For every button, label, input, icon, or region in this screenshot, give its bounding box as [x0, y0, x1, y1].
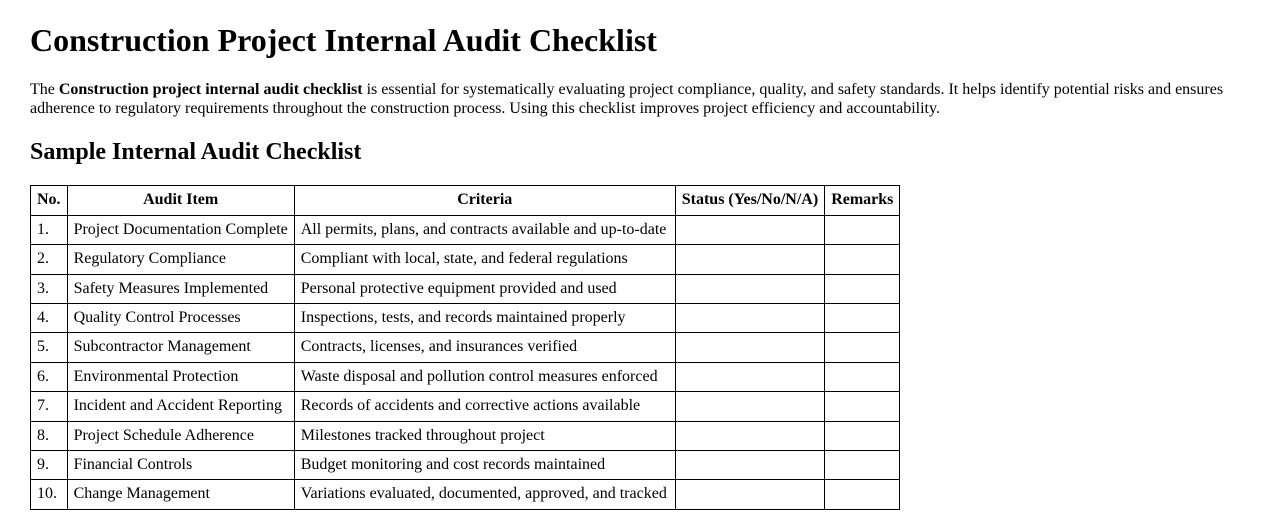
table-row — [31, 303, 900, 332]
audit-item-cell: Project Schedule Adherence — [67, 421, 294, 450]
row-number-cell: 7. — [31, 392, 68, 421]
remarks-cell — [825, 274, 900, 303]
table-row — [31, 450, 900, 479]
status-cell — [675, 245, 824, 274]
audit-checklist-table — [30, 185, 900, 509]
table-row — [31, 245, 900, 274]
audit-item-cell: Financial Controls — [67, 450, 294, 479]
status-cell — [675, 362, 824, 391]
criteria-cell: All permits, plans, and contracts available and up-to-date — [294, 215, 675, 244]
row-number-cell: 3. — [31, 274, 68, 303]
column-header-criteria: Criteria — [294, 186, 675, 215]
remarks-cell — [825, 392, 900, 421]
remarks-cell — [825, 245, 900, 274]
remarks-cell — [825, 421, 900, 450]
column-header-status: Status (Yes/No/N/A) — [675, 186, 824, 215]
intro-text-prefix: The — [30, 80, 59, 98]
column-header-no: No. — [31, 186, 68, 215]
table-row — [31, 480, 900, 509]
row-number-cell: 8. — [31, 421, 68, 450]
status-cell — [675, 333, 824, 362]
column-header-remarks: Remarks — [825, 186, 900, 215]
row-number-cell: 10. — [31, 480, 68, 509]
column-header-item: Audit Item — [67, 186, 294, 215]
intro-text-bold: Construction project internal audit checklist — [58, 80, 363, 98]
criteria-cell: Records of accidents and corrective actions available — [294, 392, 675, 421]
criteria-cell: Personal protective equipment provided and used — [294, 274, 675, 303]
audit-item-cell: Regulatory Compliance — [67, 245, 294, 274]
row-number-cell: 5. — [31, 333, 68, 362]
criteria-cell: Variations evaluated, documented, approved, and tracked — [294, 480, 675, 509]
remarks-cell — [825, 450, 900, 479]
status-cell — [675, 480, 824, 509]
table-row — [31, 274, 900, 303]
criteria-cell: Waste disposal and pollution control measures enforced — [294, 362, 675, 391]
table-row — [31, 333, 900, 362]
audit-item-cell: Subcontractor Management — [67, 333, 294, 362]
criteria-cell: Milestones tracked throughout project — [294, 421, 675, 450]
table-row — [31, 215, 900, 244]
row-number-cell: 2. — [31, 245, 68, 274]
criteria-cell: Compliant with local, state, and federal regulations — [294, 245, 675, 274]
status-cell — [675, 421, 824, 450]
audit-item-cell: Change Management — [67, 480, 294, 509]
table-header-row — [31, 186, 900, 215]
row-number-cell: 4. — [31, 303, 68, 332]
remarks-cell — [825, 333, 900, 362]
audit-item-cell: Safety Measures Implemented — [67, 274, 294, 303]
table-row — [31, 392, 900, 421]
row-number-cell: 9. — [31, 450, 68, 479]
remarks-cell — [825, 362, 900, 391]
audit-item-cell: Environmental Protection — [67, 362, 294, 391]
audit-item-cell: Quality Control Processes — [67, 303, 294, 332]
remarks-cell — [825, 215, 900, 244]
audit-item-cell: Project Documentation Complete — [67, 215, 294, 244]
criteria-cell: Budget monitoring and cost records maintained — [294, 450, 675, 479]
status-cell — [675, 303, 824, 332]
row-number-cell: 1. — [31, 215, 68, 244]
remarks-cell — [825, 480, 900, 509]
status-cell — [675, 215, 824, 244]
page-title: Construction Project Internal Audit Checklist — [30, 22, 657, 58]
intro-paragraph — [30, 80, 1226, 119]
criteria-cell: Inspections, tests, and records maintained properly — [294, 303, 675, 332]
intro-text-rest: is essential for systematically evaluating project compliance, quality, and safety standards. It helps identify potential risks and ensures adherence to regulatory requirements throughout the construction process. Using this checklist improves project efficiency and accountability. — [30, 80, 1224, 118]
status-cell — [675, 450, 824, 479]
table-row — [31, 421, 900, 450]
status-cell — [675, 392, 824, 421]
audit-item-cell: Incident and Accident Reporting — [67, 392, 294, 421]
document-page — [0, 22, 1278, 510]
section-title: Sample Internal Audit Checklist — [30, 138, 362, 165]
criteria-cell: Contracts, licenses, and insurances verified — [294, 333, 675, 362]
remarks-cell — [825, 303, 900, 332]
row-number-cell: 6. — [31, 362, 68, 391]
status-cell — [675, 274, 824, 303]
table-row — [31, 362, 900, 391]
